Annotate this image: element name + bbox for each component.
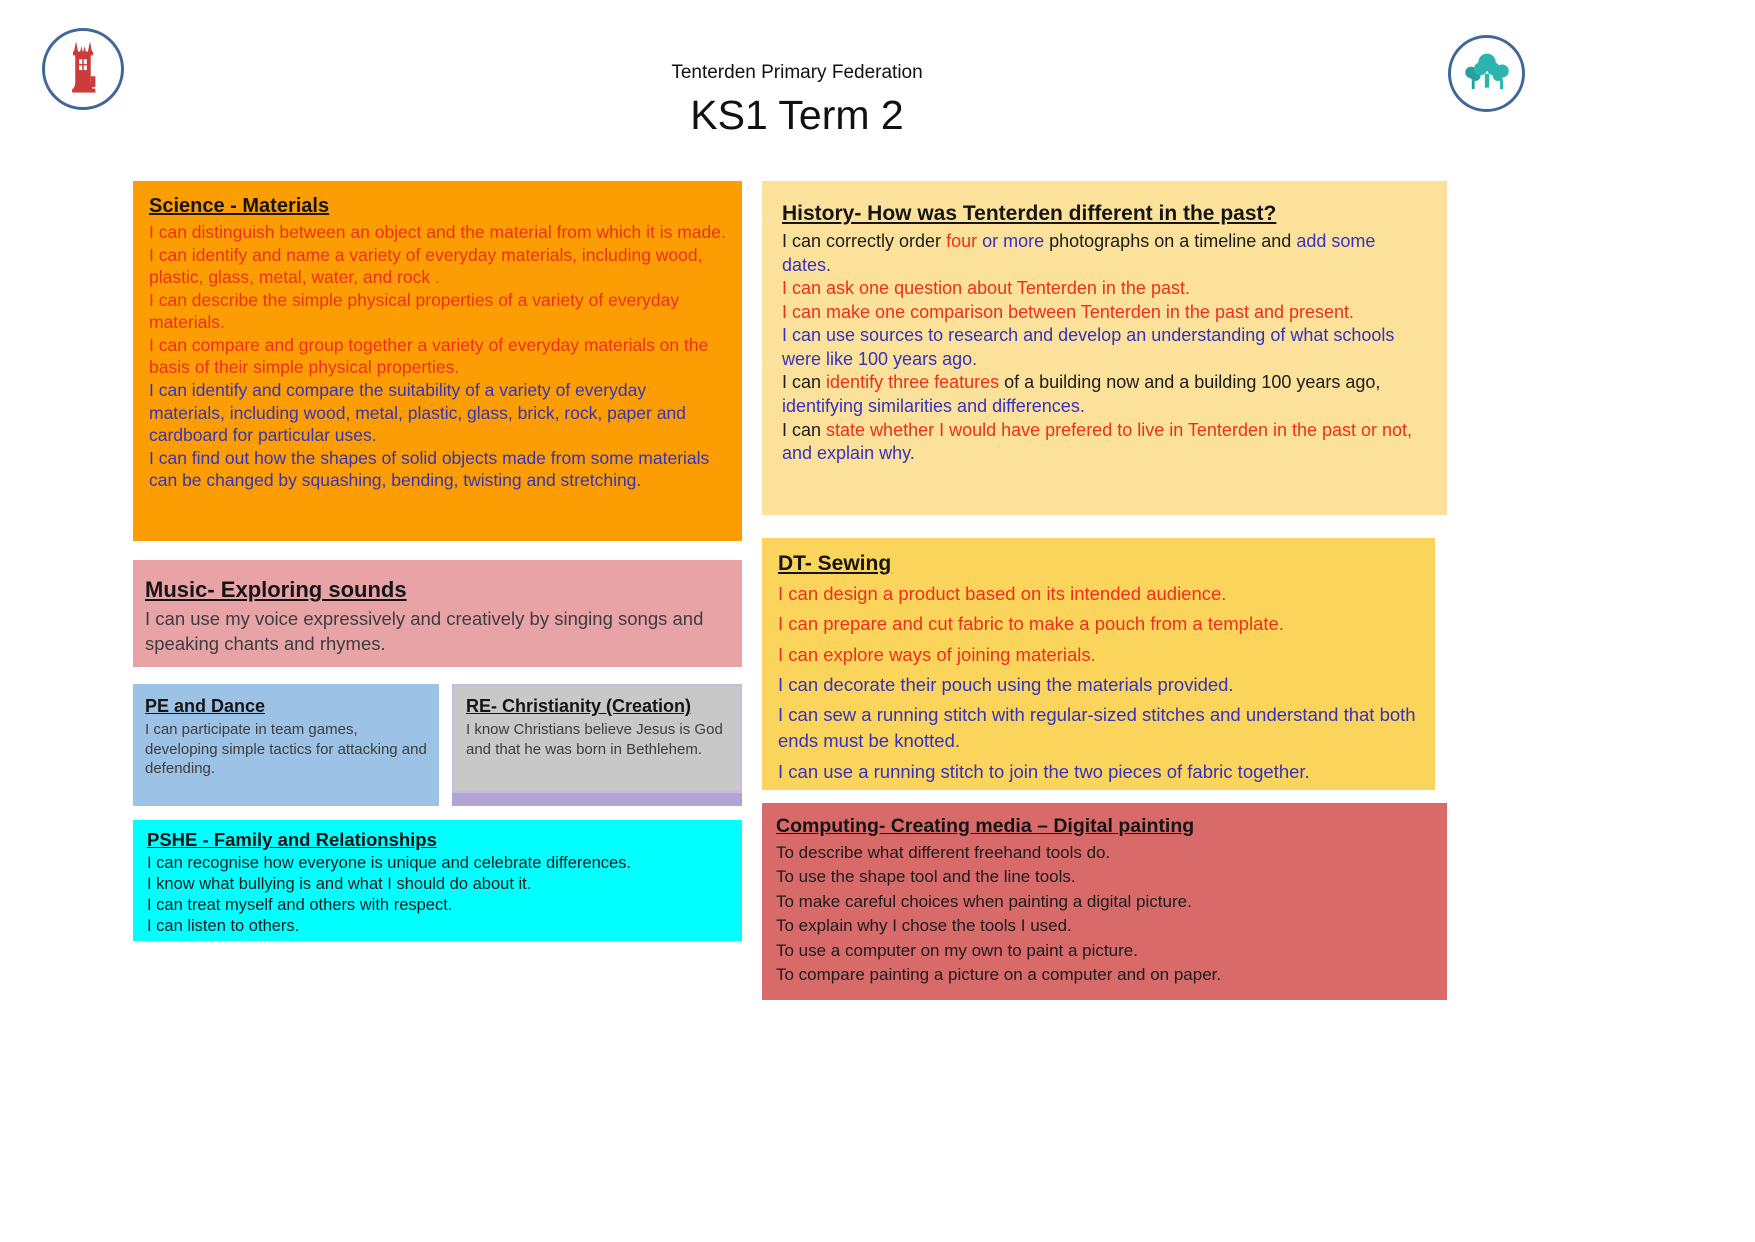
science-objective: I can distinguish between an object and the material from which it is made. — [149, 222, 726, 242]
school-logo-left — [42, 28, 124, 110]
history-heading: History- How was Tenterden different in the past? — [782, 202, 1277, 225]
trees-icon — [1458, 42, 1516, 105]
history-objective: I can correctly order four or more photographs on a timeline and add some dates. — [782, 231, 1376, 275]
dt-objective: I can decorate their pouch using the materials provided. — [778, 673, 1234, 695]
computing-objective: To explain why I chose the tools I used. — [776, 916, 1072, 936]
school-logo-right — [1448, 35, 1525, 112]
science-objective: I can identify and name a variety of everyday materials, including wood, plastic, glass, metal, water, and rock . — [149, 244, 703, 288]
computing-objective: To compare painting a picture on a computer and on paper. — [776, 965, 1222, 985]
music-objective: I can use my voice expressively and creatively by singing songs and speaking chants and rhymes. — [145, 608, 704, 654]
pshe-objective: I can recognise how everyone is unique and celebrate differences. — [147, 854, 632, 872]
dt-objective: I can sew a running stitch with regular-sized stitches and understand that both ends must be knotted. — [778, 704, 1416, 752]
church-tower-icon — [52, 36, 114, 103]
pe-dance-box — [133, 684, 439, 806]
science-box — [133, 181, 742, 541]
pshe-heading: PSHE - Family and Relationships — [147, 829, 437, 850]
school-name: Tenterden Primary Federation — [671, 62, 923, 83]
page-title: KS1 Term 2 — [690, 92, 904, 138]
computing-objective: To make careful choices when painting a digital picture. — [776, 891, 1192, 911]
re-objective: I know Christians believe Jesus is God and that he was born in Bethlehem. — [466, 721, 723, 758]
history-objective: I can make one comparison between Tenterden in the past and present. — [782, 301, 1355, 322]
computing-heading: Computing- Creating media – Digital painting — [776, 815, 1195, 837]
history-box — [762, 181, 1447, 515]
pshe-objective: I can treat myself and others with respect. — [147, 896, 453, 915]
dt-objective: I can explore ways of joining materials. — [778, 643, 1096, 665]
pshe-objective: I know what bullying is and what I should do about it. — [147, 875, 532, 894]
science-objective: I can compare and group together a variety of everyday materials on the basis of their simple physical properties. — [149, 334, 709, 378]
pshe-box — [133, 820, 742, 941]
history-objective: I can identify three features of a building now and a building 100 years ago, identifying similarities and differences. — [782, 372, 1381, 417]
dt-objective: I can design a product based on its intended audience. — [778, 583, 1227, 604]
science-heading: Science - Materials — [149, 195, 330, 217]
science-objective: I can identify and compare the suitability of a variety of everyday materials, including wood, metal, plastic, glass, brick, rock, paper and cardboard for particular uses. — [149, 379, 686, 446]
music-box — [133, 560, 742, 667]
pe-heading: PE and Dance — [145, 696, 266, 716]
computing-objective: To use a computer on my own to paint a picture. — [776, 940, 1138, 960]
re-box — [452, 684, 742, 806]
re-inner-panel — [452, 684, 742, 793]
header — [397, 62, 1197, 139]
dt-objective: I can use a running stitch to join the two pieces of fabric together. — [778, 760, 1310, 782]
history-objective: I can use sources to research and develop an understanding of what schools were like 100 years ago. — [782, 325, 1395, 369]
pshe-objective: I can listen to others. — [147, 917, 300, 936]
computing-objective: To use the shape tool and the line tools. — [776, 867, 1076, 887]
computing-box — [762, 803, 1447, 1000]
computing-objective: To describe what different freehand tools do. — [776, 843, 1111, 862]
science-objective: I can find out how the shapes of solid objects made from some materials can be changed by squashing, bending, twisting and stretching. — [149, 447, 710, 491]
re-heading: RE- Christianity (Creation) — [466, 696, 692, 716]
science-objective: I can describe the simple physical properties of a variety of everyday materials. — [149, 289, 680, 333]
pe-objective: I can participate in team games, developing simple tactics for attacking and defending. — [145, 721, 427, 777]
dt-heading: DT- Sewing — [778, 552, 892, 575]
history-objective: I can ask one question about Tenterden in the past. — [782, 278, 1190, 299]
dt-sewing-box — [762, 538, 1435, 790]
history-objective: I can state whether I would have prefered to live in Tenterden in the past or not, and explain why. — [782, 419, 1413, 464]
music-heading: Music- Exploring sounds — [145, 577, 407, 602]
dt-objective: I can prepare and cut fabric to make a pouch from a template. — [778, 613, 1284, 635]
